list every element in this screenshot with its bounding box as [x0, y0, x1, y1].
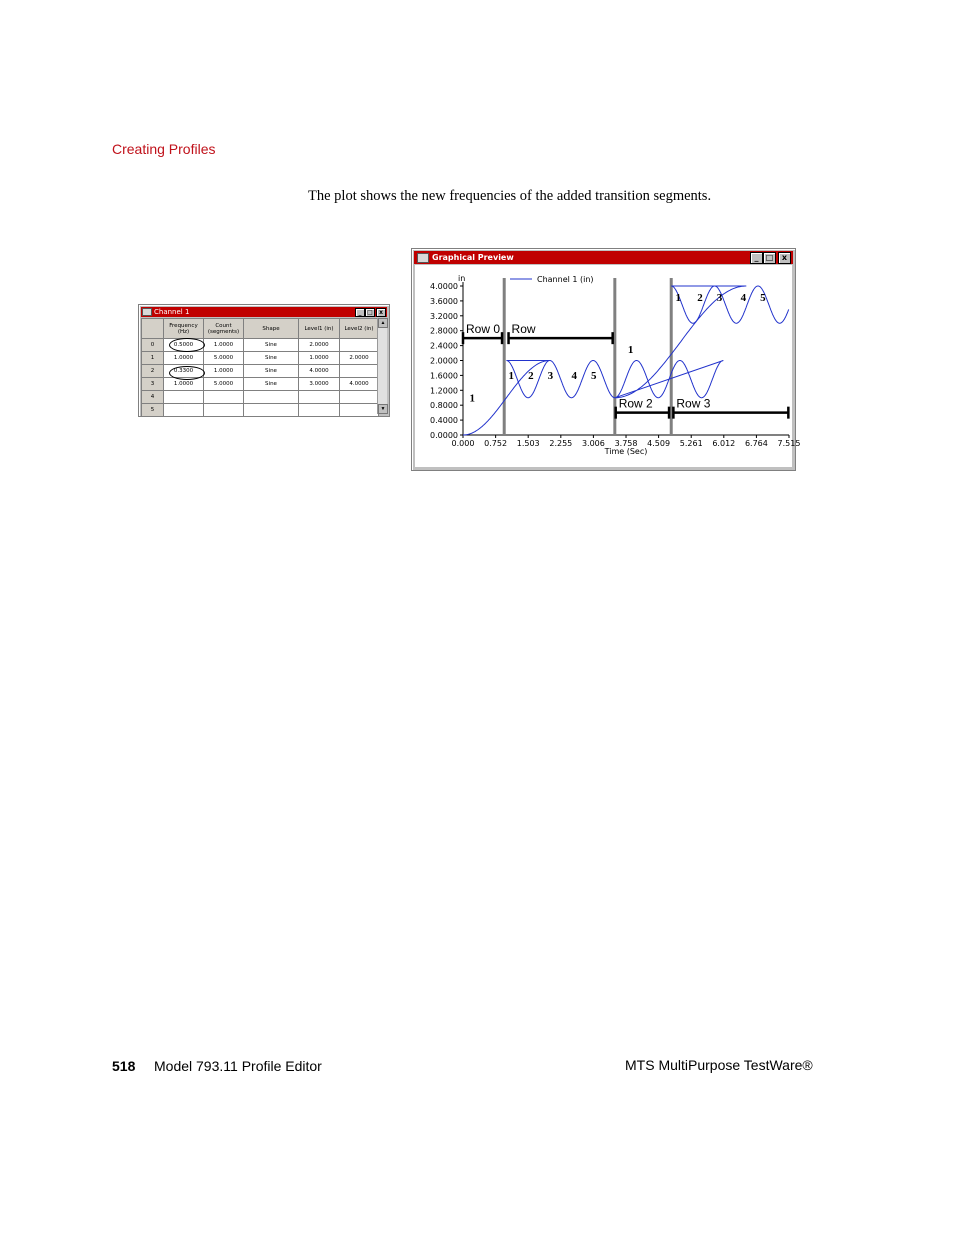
y-tick-label: 0.8000	[430, 401, 458, 411]
table-cell[interactable]: 4.0000	[340, 378, 379, 391]
table-cell[interactable]	[164, 404, 204, 417]
maximize-button[interactable]: □	[365, 308, 375, 317]
channel-1-window[interactable]	[138, 304, 390, 417]
table-cell[interactable]: Sine	[244, 339, 299, 352]
cycle-number: 3	[547, 370, 554, 383]
x-tick-label: 0.752	[484, 439, 508, 448]
scroll-up-icon[interactable]: ▲	[378, 318, 388, 328]
row-index-cell: 0	[142, 339, 164, 352]
row-span-label: Row 2	[618, 396, 653, 411]
plot-area	[415, 265, 801, 467]
table-cell[interactable]: Sine	[244, 365, 299, 378]
column-header	[142, 319, 164, 339]
cycle-number: 2	[528, 370, 534, 383]
y-tick-label: 1.6000	[430, 371, 458, 381]
cycle-number: 4	[571, 370, 577, 383]
window-system-icon[interactable]	[417, 253, 429, 263]
cycle-number: 5	[590, 370, 597, 383]
x-tick-label: 5.261	[679, 439, 703, 448]
column-header-count[interactable]: Count (segments)	[204, 319, 244, 339]
table-cell[interactable]	[299, 391, 340, 404]
table-cell[interactable]	[340, 339, 379, 352]
x-tick-label: 4.509	[647, 439, 671, 448]
close-button[interactable]: x	[376, 308, 386, 317]
table-cell[interactable]: 5.0000	[204, 378, 244, 391]
close-button[interactable]: x	[778, 252, 791, 264]
x-tick-label: 3.006	[581, 439, 605, 448]
table-cell[interactable]	[204, 404, 244, 417]
footer-doc-title: Model 793.11 Profile Editor	[154, 1058, 322, 1074]
table-cell[interactable]	[340, 391, 379, 404]
cycle-number: 1	[675, 291, 682, 304]
column-header-shape[interactable]: Shape	[244, 319, 299, 339]
table-cell[interactable]	[204, 391, 244, 404]
table-row[interactable]	[142, 391, 379, 404]
x-tick-label: 2.255	[549, 439, 573, 448]
table-cell[interactable]	[244, 404, 299, 417]
row-span-label: Row 3	[676, 396, 711, 411]
table-cell[interactable]: 2.0000	[299, 339, 340, 352]
column-header-level2[interactable]: Level2 (in)	[340, 319, 379, 339]
x-tick-label: 1.503	[516, 439, 540, 448]
table-row[interactable]	[142, 352, 379, 365]
table-cell[interactable]: 0.5000	[164, 339, 204, 352]
column-header-frequency[interactable]: Frequency (Hz)	[164, 319, 204, 339]
minimize-button[interactable]: _	[355, 308, 365, 317]
y-tick-label: 0.4000	[430, 416, 458, 426]
row-index-cell: 4	[142, 391, 164, 404]
x-axis-label: Time (Sec)	[604, 447, 648, 456]
table-row[interactable]	[142, 404, 379, 417]
window-title: Graphical Preview	[432, 253, 514, 262]
table-cell[interactable]	[164, 391, 204, 404]
footer-product: MTS MultiPurpose TestWare®	[625, 1057, 813, 1073]
row-span-label: Row	[511, 322, 536, 337]
row-index-cell: 2	[142, 365, 164, 378]
x-tick-label: 0.000	[451, 439, 475, 448]
highlight-ellipse-row-2	[169, 366, 205, 380]
x-tick-label: 6.764	[744, 439, 768, 448]
table-cell[interactable]: 2.0000	[340, 352, 379, 365]
table-cell[interactable]: 3.0000	[299, 378, 340, 391]
legend-entry: Channel 1 (in)	[537, 275, 594, 284]
minimize-button[interactable]: _	[750, 252, 763, 264]
section-heading: Creating Profiles	[112, 141, 216, 157]
table-cell[interactable]: 4.0000	[299, 365, 340, 378]
table-cell[interactable]: 0.3300	[164, 365, 204, 378]
channel-1-titlebar[interactable]	[141, 307, 387, 317]
y-tick-label: 4.0000	[430, 282, 458, 291]
table-cell[interactable]: 5.0000	[204, 352, 244, 365]
intro-paragraph: The plot shows the new frequencies of the added transition segments.	[308, 188, 712, 204]
vertical-scrollbar[interactable]	[377, 318, 387, 414]
table-cell[interactable]	[244, 391, 299, 404]
row-span-label: Row 0	[466, 322, 501, 337]
highlight-ellipse-row-0	[169, 338, 205, 352]
x-tick-label: 6.012	[712, 439, 736, 448]
cycle-number: 4	[740, 291, 747, 304]
y-tick-label: 2.8000	[430, 326, 458, 336]
table-cell[interactable]: Sine	[244, 352, 299, 365]
y-tick-label: 3.2000	[430, 311, 458, 321]
table-row[interactable]	[142, 378, 379, 391]
table-cell[interactable]	[299, 404, 340, 417]
cycle-number: 1	[627, 344, 634, 357]
row-index-cell: 3	[142, 378, 164, 391]
cycle-number: 3	[716, 291, 723, 304]
row-index-cell: 1	[142, 352, 164, 365]
table-cell[interactable]	[340, 404, 379, 417]
cycle-number: 2	[697, 291, 703, 304]
column-header-level1[interactable]: Level1 (in)	[299, 319, 340, 339]
page-number: 518	[112, 1058, 136, 1074]
preview-chart	[415, 265, 801, 467]
graphical-preview-window[interactable]	[411, 248, 801, 471]
graphical-preview-titlebar[interactable]	[414, 251, 793, 264]
maximize-button[interactable]: □	[763, 252, 776, 264]
x-tick-label: 7.515	[777, 439, 801, 448]
y-tick-label: 2.4000	[430, 341, 458, 351]
y-tick-label: 2.0000	[430, 356, 458, 366]
y-tick-label: 0.0000	[430, 431, 458, 440]
cycle-number: 1	[508, 370, 515, 383]
table-cell[interactable]: 1.0000	[164, 352, 204, 365]
table-header-row	[142, 319, 379, 339]
table-cell[interactable]: Sine	[244, 378, 299, 391]
x-tick-label: 3.758	[614, 439, 638, 448]
y-tick-label: 3.6000	[430, 296, 458, 306]
table-cell[interactable]: 1.0000	[299, 352, 340, 365]
y-tick-label: 1.2000	[430, 386, 458, 396]
row-index-cell: 5	[142, 404, 164, 417]
window-system-icon[interactable]	[142, 308, 152, 316]
unit-label: in	[458, 274, 466, 283]
scroll-down-icon[interactable]: ▼	[378, 404, 388, 414]
cycle-number: 1	[469, 392, 476, 405]
window-title: Channel 1	[154, 308, 190, 316]
table-cell[interactable]: 1.0000	[164, 378, 204, 391]
cycle-number: 5	[760, 291, 766, 304]
table-cell[interactable]: 1.0000	[204, 339, 244, 352]
table-cell[interactable]	[340, 365, 379, 378]
table-cell[interactable]: 1.0000	[204, 365, 244, 378]
